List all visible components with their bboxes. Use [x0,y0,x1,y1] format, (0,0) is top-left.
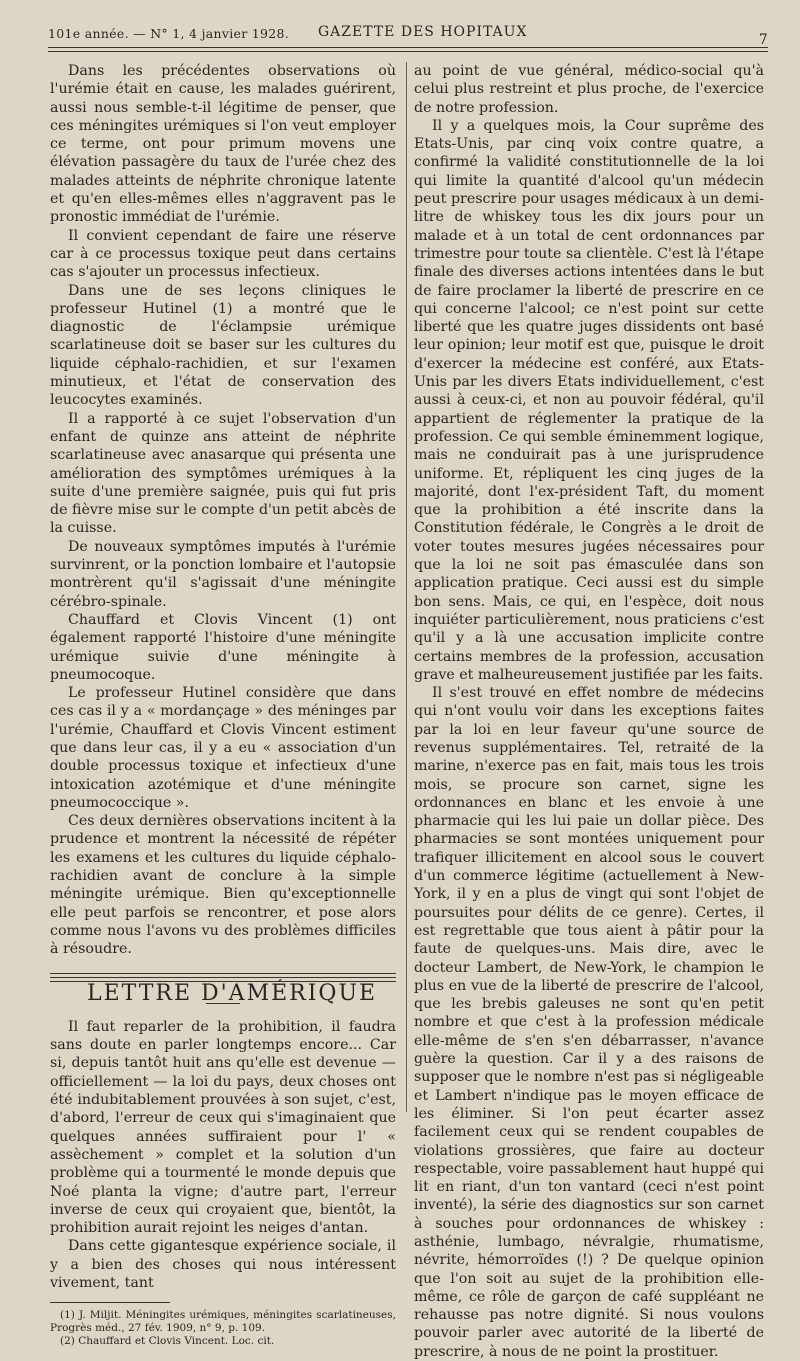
paragraph: Dans cette gigantesque expérience sociale, il y a bien des choses qui nous intéressent vivement, tant [50,1238,396,1291]
footnote: (1) J. Miljit. Méningites urémiques, méningites scarlatineuses, Progrès méd., 27 fév. 1909, n° 9, p. 109. [50,1309,396,1335]
paragraph: Il y a quelques mois, la Cour suprême des Etats-Unis, par cinq voix contre quatre, a confirmé la validité constitutionnelle de la loi qui limite la quantité d'alcool qu'un médecin peut prescrire pour usages médicaux à un demi-litre de whiskey tous les dix jours pour un malade et à un total de cent ordonnances par trimestre pour toute sa clientèle. C'est là l'étape finale des diverses actions intentées dans le but de faire proclamer la liberté de prescrire en ce qui concerne l'alcool; ce n'est point sur cette liberté que les quatre juges dissidents ont basé leur opinion; leur motif est que, puisque le droit d'exercer la médecine est conféré, aux Etats-Unis par les divers Etats individuellement, c'est aussi à ceux-ci, et non au pouvoir fédéral, qu'il appartient de réglementer la pratique de la profession. Ce qui semble éminemment logique, mais ne conduirait pas à une jurisprudence uniforme. Et, répliquent les cinq juges de la majorité, dont l'ex-président Taft, du moment que la prohibition a été inscrite dans la Constitution fédérale, le Congrès a le droit de voter toutes mesures jugées nécessaires pour que la loi ne soit pas émasculée dans son application pratique. Ceci aussi est du simple bon sens. Mais, ce qui, en l'espèce, doit nous inquiéter particulièrement, nous praticiens c'est qu'il y a là une accusation implicite contre certains membres de la profession, accusation grave et malheureusement justifiée par les faits. [414,117,764,683]
paragraph: Dans les précédentes observations où l'urémie était en cause, les malades guérirent, aussi nous semble-t-il légitime de penser, que ces méningites urémiques si l'on veut employer ce terme, ont pour primum movens une élévation passagère du taux de l'urée chez des malades atteints de néphrite chronique latente et qu'en elles-mêmes elles n'aggravent pas le pronostic immédiat de l'urémie. [50,63,396,226]
paragraph: Chauffard et Clovis Vincent (1) ont également rapporté l'histoire d'une méningite urémique suivie d'une méningite à pneumocoque. [50,611,396,683]
footnote-rule [50,1302,170,1303]
issue-line: 101e année. — N° 1, 4 janvier 1928. [48,26,290,41]
left-column [50,62,396,1348]
paragraph: Il faut reparler de la prohibition, il faudra sans doute en parler longtemps encore... Car si, depuis tantôt huit ans qu'elle est devenue — officiellement — la loi du pays, deux choses ont été indubitablement prouvées à son sujet, c'est, d'abord, l'erreur de ceux qui s'imaginaient que quelques années suffiraient pour l' « assèchement » complet et la solution d'un problème qui a tourmenté le monde depuis que Noé planta la vigne; d'autre part, l'erreur inverse de ceux qui croyaient que, bientôt, la prohibition aurait rejoint les neiges d'antan. [50,1018,396,1237]
page-number: 7 [758,32,768,48]
paragraph: au point de vue général, médico-social qu'à celui plus restreint et plus proche, de l'exercice de notre profession. [414,63,764,116]
paragraph: Le professeur Hutinel considère que dans ces cas il y a « mordançage » des méninges par l'urémie, Chauffard et Clovis Vincent estiment que dans leur cas, il y a eu « association d'un double processus toxique et infectieux d'une intoxication azotémique et d'une méningite pneumococcique ». [50,685,396,811]
right-column [414,62,764,1361]
column-divider [406,62,407,1112]
footnotes [50,1309,396,1348]
header-rule-double [48,51,768,52]
paragraph: Il s'est trouvé en effet nombre de médecins qui n'ont voulu voir dans les exceptions faites par la loi en leur faveur qu'une source de revenus supplémentaires. Tel, retraité de la marine, n'exerce pas en fait, mais tous les trois mois, se procure son carnet, signe les ordonnances en blanc et les envoie à une pharmacie qui les lui paie un dollar pièce. Des pharmacies se sont montées uniquement pour trafiquer illicitement en alcool sous le couvert d'un commerce légitime (actuellement à New-York, il y en a plus de vingt qui sont l'objet de poursuites pour délits de ce genre). Certes, il est regrettable que tous aient à pâtir pour la faute de quelques-uns. Mais dire, avec le docteur Lambert, de New-York, le champion le plus en vue de la liberté de prescrire de l'alcool, que les brebis galeuses ne sont qu'en petit nombre et que c'est à la profession médicale elle-même de s'en s'en débarrasser, n'avance guère la question. Car il y a des raisons de supposer que le nombre n'est pas si négligeable et Lambert n'indique pas le moyen efficace de les éliminer. Si l'on peut écarter assez facilement ceux qui se rendent coupables de violations grossières, que faire au docteur respectable, voire passablement haut huppé qui lit en riant, d'un ton vantard (ceci n'est point inventé), la série des diagnostics sur son carnet à souches pour ordonnances de whiskey : asthénie, lumbago, névralgie, rhumatisme, névrite, hémorroïdes (!) ? De quelque opinion que l'on soit au sujet de la prohibition elle-même, ce rôle de garçon de café suppléant ne rehausse pas notre dignité. Si nous voulons pouvoir parler avec autorité de la liberté de prescrire, à nous de ne point la prostituer. [414,685,764,1360]
footnote: (2) Chauffard et Clovis Vincent. Loc. cit. [60,1335,275,1348]
paragraph: Il a rapporté à ce sujet l'observation d'un enfant de quinze ans atteint de néphrite scarlatineuse avec anasarque qui présenta une amélioration des symptômes urémiques à la suite d'une première saignée, puis qui fut pris de fièvre mise sur le compte d'un petit abcès de la cuisse. [50,410,396,537]
paragraph: Il convient cependant de faire une réserve car à ce processus toxique peut dans certains cas s'ajouter un processus infectieux. [50,227,396,281]
section-title: LETTRE D'AMÉRIQUE [86,980,378,1006]
journal-title: GAZETTE DES HOPITAUX [318,24,528,40]
paragraph: Ces deux dernières observations incitent à la prudence et montrent la nécessité de répéter les examens et les cultures du liquide céphalo-rachidien avant de conclure à la simple méningite urémique. Bien qu'exceptionnelle elle peut parfois se rencontrer, et pose alors comme nous l'avons vu des problèmes difficiles à résoudre. [50,813,396,958]
paragraph: De nouveaux symptômes imputés à l'urémie survinrent, or la ponction lombaire et l'autopsie montrèrent qu'il s'agissait d'une méningite cérébro-spinale. [50,538,396,610]
header-rule [48,47,768,48]
page-header [48,20,768,48]
paragraph: Dans une de ses leçons cliniques le professeur Hutinel (1) a montré que le diagnostic de l'éclampsie urémique scarlatineuse doit se baser sur les cultures du liquide céphalo-rachidien, et sur l'examen minutieux, et l'état de conservation des leucocytes examinés. [50,282,396,409]
